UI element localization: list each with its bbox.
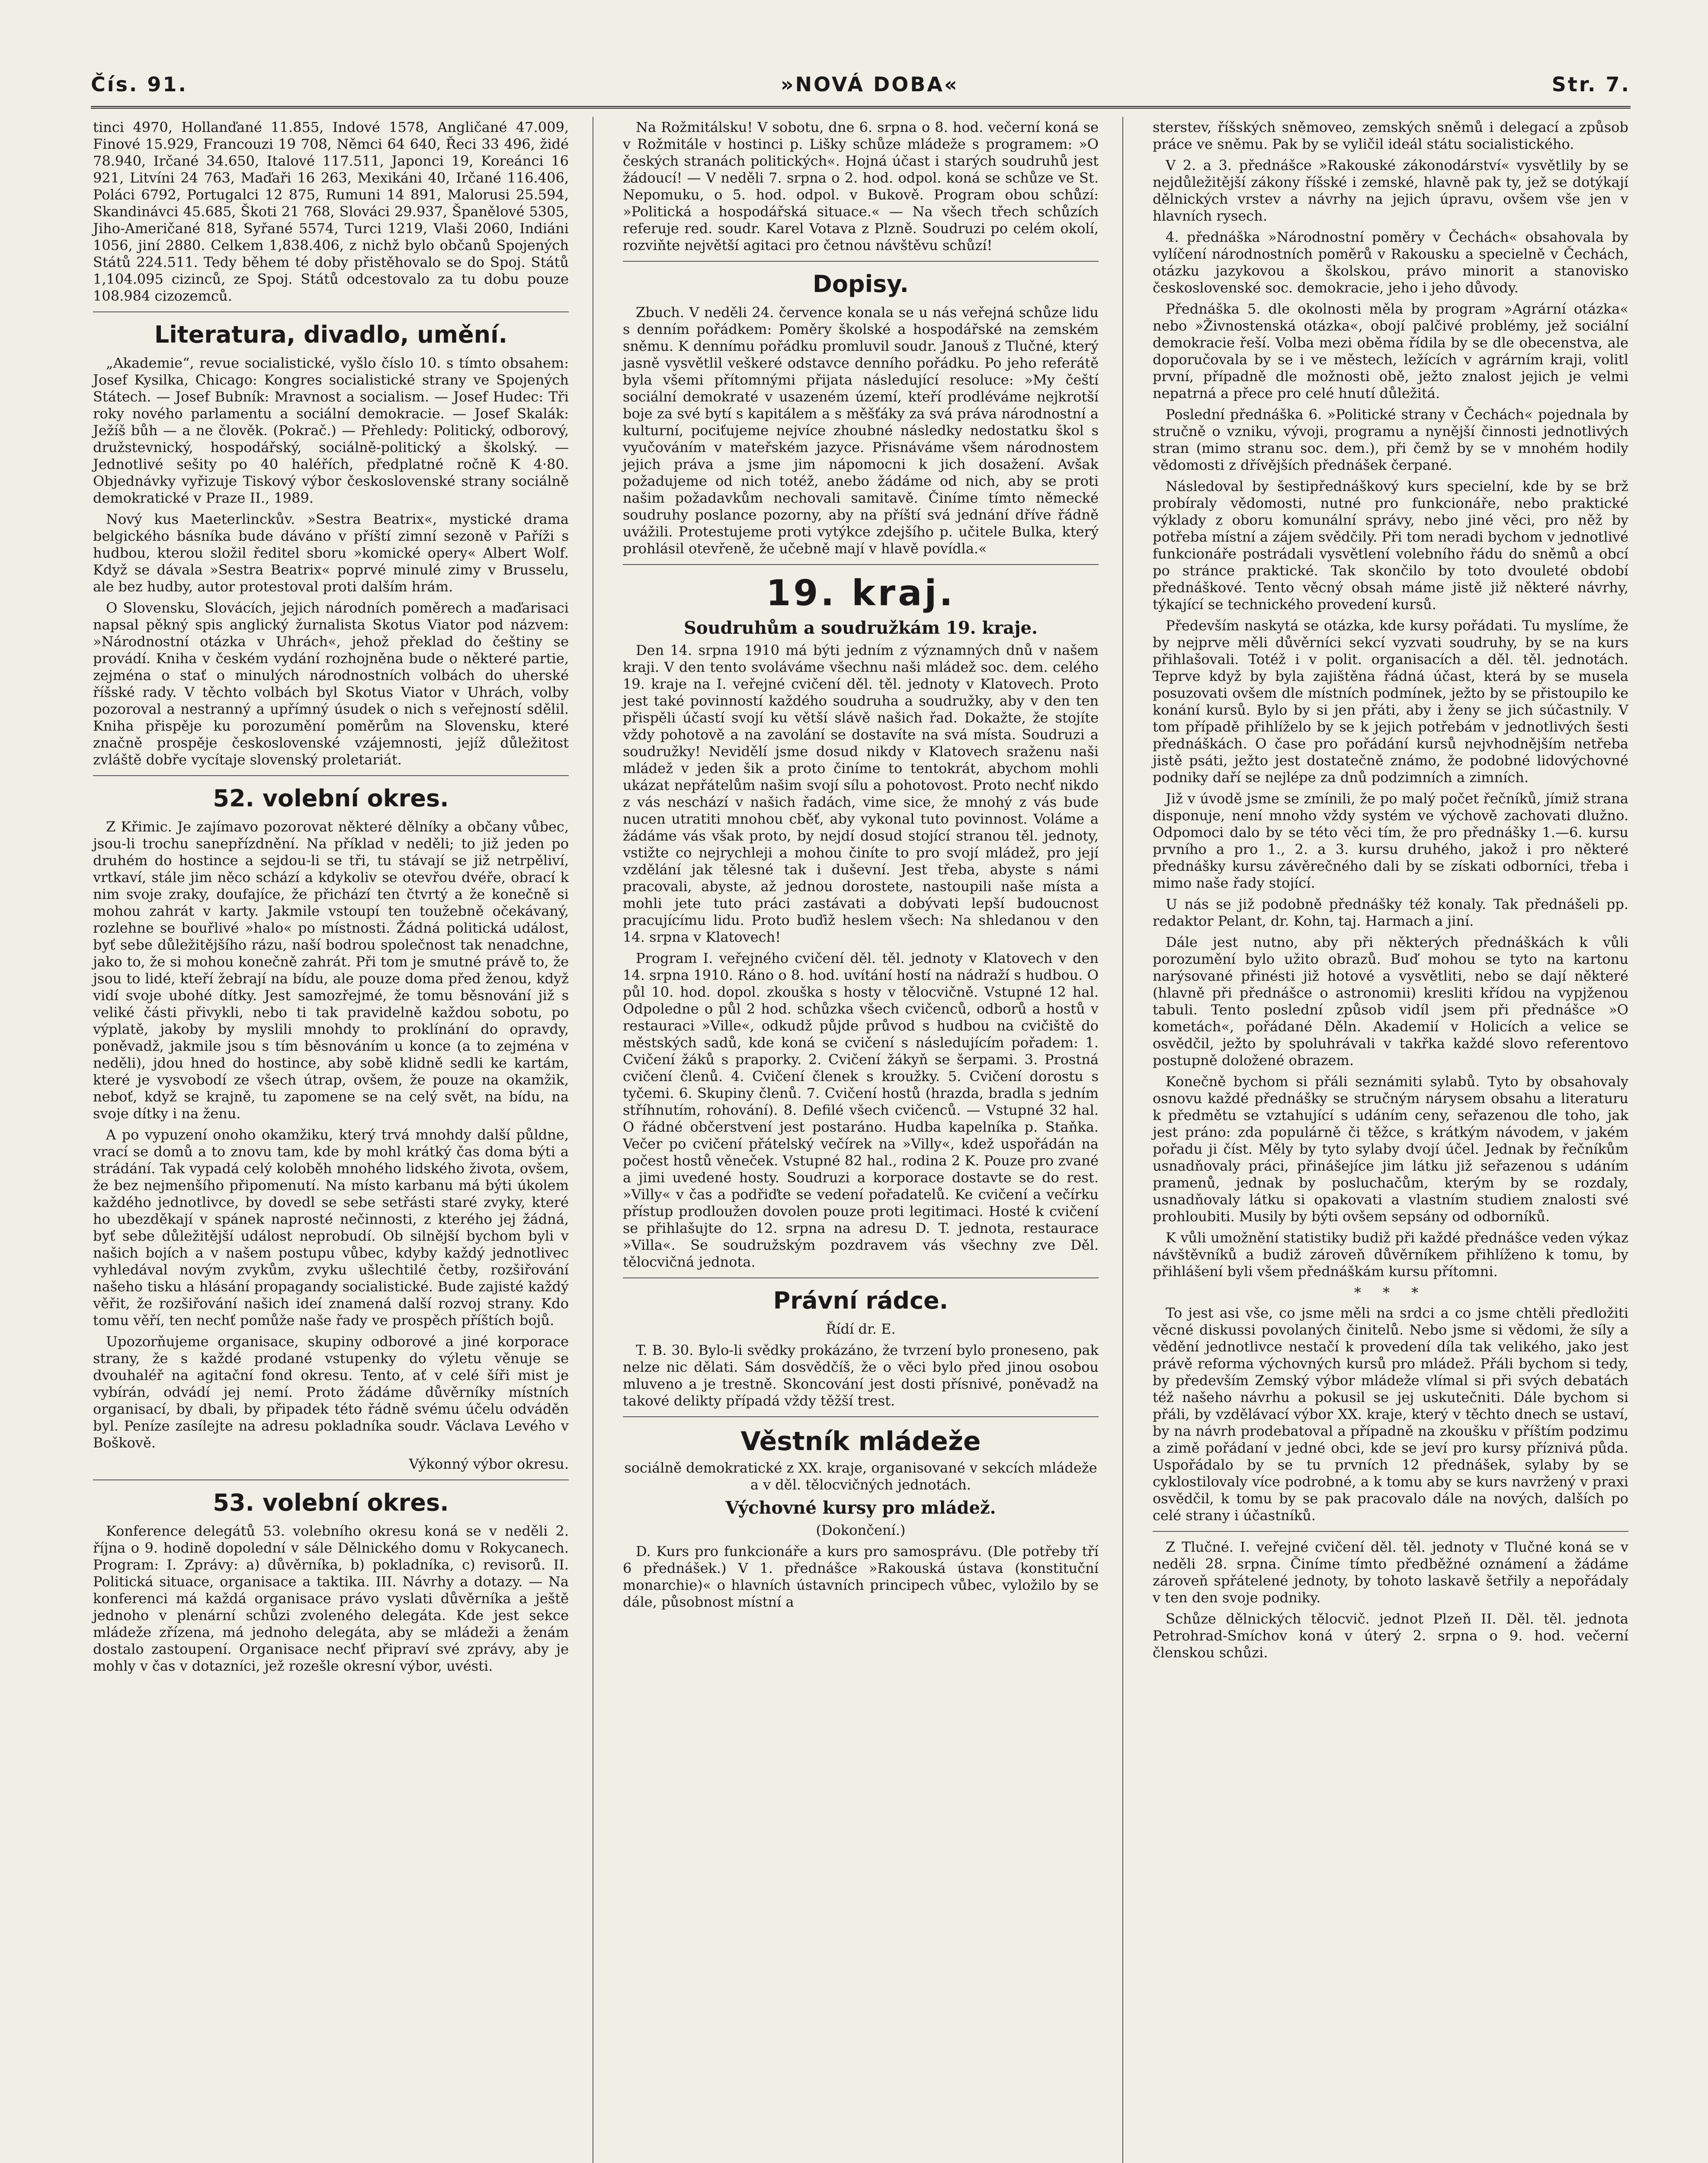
header-rule (91, 106, 1631, 109)
newspaper-title: »NOVÁ DOBA« (780, 73, 959, 96)
article-paragraph: „Akademie“, revue socialistické, vyšlo číslo 10. s tímto obsahem: Josef Kysilka, Chicago: Kongres socialistické strany ve Spojených Státech. — Josef Bubník: Mravnost a socialism. — Josef Hudec: Tři roky nového parlamentu a sociální demokracie. — Josef Skalák: Ježíš bůh — a ne člověk. (Pokrač.) — Přehledy: Politický, odborový, družstevnický, hospodářský, sociálně-politický a školský. — Jednotlivé sešity po 40 haléřích, předplatné ročně K 4·80. Objednávky vyřizuje Tiskový výbor československé strany sociálně demokratické v Praze II., 1989. (93, 355, 569, 506)
article-paragraph: T. B. 30. Bylo-li svědky prokázáno, že tvrzení bylo proneseno, pak nelze nic dělati. Sám dosvědčíš, že o věci bylo před jinou osobou mluveno a je trestně. Skoncování jest dosti přísnivé, poněvadž na takové delikty případá vždy těžší trest. (623, 1342, 1099, 1409)
article-paragraph: Dále jest nutno, aby při některých přednáškách k vůli porozumění bylo užito obrazů. Buď mohou se tyto na kartonu narýsované přinésti již hotové a vysvětliti, nebo se dají některé (hlavně při přednášce o astronomii) kresliti křídou na vypjženou tabuli. Tento poslední způsob vidíl jsem při přednášce »O kometách«, pořádané Děln. Akademií v Holicích a velice se osvědčil, ježto by spoluhrávali v takřka každé slovo referentovo postupně doložené obrazem. (1153, 934, 1628, 1069)
column-2 (623, 119, 1099, 1615)
article-paragraph: To jest asi vše, co jsme měli na srdci a co jsme chtěli předložiti věcné diskussi povolaných činitelů. Nebo jsme si vědomi, že síly a vědění jednotlivce nestačí k provedení díla tak velikého, jako jest právě reforma výchovných kursů pro mládež. Přáli bychom si tedy, by především Zemský výbor mládeže vlímal si při svých debatách též našeho návrhu a pokusil se jej uskutečniti. Dále bychom si přáli, by vzdělávací výbor XX. kraje, který v těchto dnech se ustaví, by na návrh prodebatoval a případně na zkoušku v příštím podzimu a zimě pořádaní v jedné obci, kde se jeví pro kursy příznivá půda. Uspořádalo by se tu prvních 12 přednášek, sylaby by se cyklostilovaly více podrobné, a k tomu aby se kurs navržený v praxi osvědčil, k tomu by se pak pracovalo dále na nových, dalších po celé strany i účastníků. (1153, 1305, 1628, 1524)
article-paragraph: sterstev, říšských sněmoveo, zemských sněmů i delegací a způsob práce ve sněmu. Pak by se vyličil ideál státu socialistického. (1153, 119, 1628, 152)
section-heading-kraj: 19. kraj. (766, 573, 955, 614)
article-paragraph: Na Rožmitálsku! V sobotu, dne 6. srpna o 8. hod. večerní koná se v Rožmitále v hostinci p. Lišky schůze mládeže s programem: »O českých stranách politických«. Hojná účast i starých soudruhů jest žádoucí! — V neděli 7. srpna o 2. hod. odpol. koná se schůze ve St. Nepomuku, o 5. hod. odpol. v Bukově. Program obou schůzí: »Politická a hospodářská situace.« — Na všech třech schůzích referuje red. soudr. Karel Votava z Plzně. Soudruzi po celém okolí, rozviňte největší agitaci pro četnou návštěvu schůzí! (623, 119, 1099, 254)
separator (623, 564, 1099, 565)
article-paragraph: V 2. a 3. přednášce »Rakouské zákonodárství« vysvětlily by se nejdůležitější zákony říšské i zemské, hlavně pak ty, jež se dotýkají dělnických vrstev a návrhy na jejich úpravu, ovšem vše jen v hlavních rysech. (1153, 157, 1628, 224)
continuation-note: (Dokončení.) (816, 1522, 906, 1538)
section-heading-dopisy: Dopisy. (813, 270, 909, 298)
article-paragraph: O Slovensku, Slovácích, jejich národních poměrech a maďarisaci napsal pěkný spis anglický žurnalista Skotus Viator pod názvem: »Národnostní otázka v Uhrách«, jehož překlad do češtiny se provádí. Kniha v českém vydání rozhojněna bude o některé partie, zejména o stať o minulých národnostních volbách do uherské říšské rady. V těchto volbách byl Skotus Viator v Uhrách, volby pozoroval a nestranný a upřímný úsudek o nich s veřejností sdělil. Kniha přispěje ku porozumění poměrům na Slovensku, které značně prospěje československé vzájemnosti, jejíž důležitost zvláště dobře vycítaje slovenský proletariát. (93, 600, 569, 768)
section-heading-vestnik: Věstník mládeže (740, 1426, 981, 1457)
separator (623, 1416, 1099, 1417)
article-paragraph: Z Křimic. Je zajímavo pozorovat některé dělníky a občany vůbec, jsou-li trochu sanepřízdnění. Na příklad v neděli; to již jeden po druhém do hostince a sejdou-li se tři, tu stávají se již netrpěliví, vrtkaví, stále jim něco schází a kdykoliv se otevřou dvéře, obrací k nim svoje zraky, doufajíce, že přichází ten čtvrtý a že konečně si mohou zahrát v karty. Jakmile vstoupí ten toužebně očekávaný, rozlehne se bouřlivé »halo« po místnosti. Žádná politická událost, byť sebe důležitějšího rázu, naší bodrou společnost tak nenadchne, jako to, že si mohou konečně zahrát. Při tom je smutné právě to, že jsou to lidé, kteří žebrají na bídu, ale pouze doma před ženou, když vidí svoje ubohé dítky. Jest samozřejmé, že tomu běsnování již s veliké části přivykli, nebo ti tak pravidelně každou sobotu, po výplatě, jakoby by myslili mnohdy to proklínání do opravdy, poněvadž, jakmile jsou s tím běsnováním u konce (a to zejména v neděli), jdou hned do hostince, aby sobě klidně sedli ke kartám, které je vysvobodí ze všech útrap, ovšem, že pouze na okamžik, neboť, když se krajně, tu zapomene se na celý svět, na bídu, na svoje dítky i na ženu. (93, 818, 569, 1122)
article-paragraph: Schůze dělnických tělocvič. jednot Plzeň II. Děl. těl. jednota Petrohrad-Smíchov koná v úterý 2. srpna o 9. hod. večerní členskou schůzi. (1153, 1611, 1628, 1661)
page-header (91, 65, 1631, 104)
column-3 (1153, 119, 1628, 1666)
subheading: Výchovné kursy pro mládež. (725, 1498, 996, 1518)
article-paragraph: Konference delegátů 53. volebního okresu koná se v neděli 2. října o 9. hodině dopolední v sále Dělnického domu v Rokycanech. Program: I. Zprávy: a) důvěrníka, b) pokladníka, c) revisorů. II. Politická situace, organisace a taktika. III. Návrhy a dotazy. — Na konferenci má každá organisace právo vyslati důvěrníka a ještě jednoho v plenární schůzi zvoleného delegáta. Kde jest sekce mládeže zřízena, má jednoho delegáta, aby se mládeži a ženám dostalo zastoupení. Organisace nechť připraví své zprávy, aby je mohly v čas v dotazníci, jež rozešle okresní výbor, uvésti. (93, 1523, 569, 1674)
article-paragraph: Program I. veřejného cvičení děl. těl. jednoty v Klatovech v den 14. srpna 1910. Ráno o 8. hod. uvítání hostí na nádraží s hudbou. O půl 10. hod. dopol. zkouška s hosty v tělocvičně. Vstupné 12 hal. Odpoledne o půl 2 hod. schůzka všech cvičenců, odborů a hostů v restauraci »Ville«, odkudž půjde průvod s hudbou na cvičiště do městských sadů, kde koná se cvičení s následujícím pořadem: 1. Cvičení žáků s praporky. 2. Cvičení žákyň se šerpami. 3. Prostná cvičení členů. 4. Cvičení členek s kroužky. 5. Cvičení dorostu s tyčemi. 6. Skupiny členů. 7. Cvičení hostů (hrazda, bradla s jedním stříhnutím, rohování). 8. Defilé všech cvičenců. — Vstupné 32 hal. O řádné občerstvení jest postaráno. Hudba kapelníka p. Staňka. Večer po cvičení přátelský večírek na »Villy«, kdež uspořádán na počest hostů věneček. Vstupné 82 hal., rodina 2 K. Pouze pro zvané a jimi uvedené hosty. Soudruzi a korporace dostavte se do rest. »Villy« v čas a podřiďte se vedení pořadatelů. Ke cvičení a večírku přístup prodloužen dovolen pouze proti legitimaci. Hosté k cvičení se přihlašujte do 12. srpna na adresu D. T. jednota, restaurace »Villa«. Se soudružským pozdravem vás všechny zve Děl. tělocvičná jednota. (623, 950, 1099, 1270)
article-paragraph: Zbuch. V neděli 24. července konala se u nás veřejná schůze lidu s denním pořádkem: Poměry školské a hospodářské na zemském sněmu. K dennímu pořádku promluvil soudr. Janouš z Tlučné, který jasně vysvětlil veškeré odstavce denního pořádku. Po jeho referátě byla všemi přítomnými přijata následující resoluce: »My čeští sociální demokraté v usazeném území, kteří prodléváme nejkrotší boje za své bytí s kapitálem a s měšťáky za svá práva národnostní a kulturní, pociťujeme nejvíce zhoubné následky nedostatku škol s vyučováním v mateřském jazyce. Přisnáváme všem národnostem jejich práva a jsme jim nápomocni k jich dosažení. Avšak požadujeme od nich totéž, anebo žádáme od nich, aby se proti našim požadavkům nechovali samitavě. Činíme tímto německé soudruhy poslance pozorny, aby na příští svá jednání dříve řádně uvážili. Protestujeme proti vytýkce zdejšího p. učitele Bulka, který prohlásil otevřeně, že učebně mají v hlavě povídla.« (623, 304, 1099, 557)
article-paragraph: Nový kus Maeterlinckův. »Sestra Beatrix«, mystické drama belgického básníka bude dáváno v příští zimní sezoně v Paříži s hudbou, kterou složil ředitel sboru »komické opery« Albert Wolf. Když se dávala »Sestra Beatrix« poprvé minulé zimy v Brusselu, ale bez hudby, autor protestoval proti dalším hrám. (93, 511, 569, 595)
separator (1153, 1531, 1628, 1532)
vestnik-subtitle: sociálně demokratické z XX. kraje, organisované v sekcích mládeže a v děl. tělocvičných jednotách. (624, 1460, 1097, 1493)
signature-line (93, 1456, 569, 1473)
article-paragraph: U nás se již podobně přednášky též konaly. Tak přednášeli pp. redaktor Pelant, dr. Kohn, taj. Harmach a jiní. (1153, 896, 1628, 929)
column-divider (1122, 117, 1123, 2163)
issue-number: Čís. 91. (91, 73, 188, 96)
subheading: Soudruhům a soudružkám 19. kraje. (683, 618, 1038, 638)
article-paragraph: Poslední přednáška 6. »Politické strany v Čechách« pojednala by stručně o vzniku, vývoji, programu a nynější činnosti jednotlivých stran (mimo stranu soc. dem.), při čemž by se v mnohém hodily vědomosti z dřívějších přednášek čerpané. (1153, 406, 1628, 473)
article-paragraph: Upozorňujeme organisace, skupiny odborové a jiné korporace strany, že s každé prodané vstupenky do výletu věnuje se dvouhaléř na agitační fond okresu. Tento, ať v celé šíři mist je vybírán, odvádí jej nemí. Proto žádáme důvěrníky místních organisací, by dbali, by připadek této řádně svému účelu odváděn byl. Peníze zasílejte na adresu pokladníka soudr. Václava Levého v Boškově. (93, 1333, 569, 1451)
article-paragraph: Především naskytá se otázka, kde kursy pořádati. Tu myslíme, že by nejprve měli důvěrníci sekcí vyzvati soudruhy, by se na kurs přihlašovali. Totéž i v polit. organisacích a děl. těl. jednotách. Teprve když by byla zajištěna řádná účast, která by se musela posuzovati ovšem dle místních podmínek, ježto by se přistoupilo ke konání kursů. Bylo by si jen přáti, aby i ženy se jich súčastnily. V tom případě přihlíželo by se k jejich potřebám v jednotlivých šesti přednáškách. O čase pro pořádání kursů nejvhodnějším netřeba jistě psáti, ježto jest dostatečně známo, že podobné lidovýchovné podniky daří se nejlépe za dnů podzimních a zimních. (1153, 617, 1628, 786)
article-paragraph: A po vypuzení onoho okamžiku, který trvá mnohdy další půldne, vrací se domů a to znovu tam, kde by mohl krátký čas doma býti a strádání. Tak vypadá celý koloběh mnohého lidského života, ovšem, že bez nejmenšího připomenutí. Na místo karbanu má býti úkolem každého jednotlivce, by dovedl se sebe setřásti staré zvyky, které ho ubezděkají v spánek naprosté nečinnosti, z kterého jej žádná, byť sebe důležitější událost neprobudí. Ob silnější bychom byli v našich bojích a v našem postupu vůbec, kdyby každý jednotlivec vyhledával novým zvykům, zvyku ušlechtilé četby, rozšiřování našeho tisku a hlásání propagandy socialistické. Bude zajisté každý věřit, že rozšiřování našich ideí znamená další rozvoj strany. Kdo tomu věří, ten nechť pomůže naše řady ve prospěch příštích bojů. (93, 1126, 569, 1329)
separator (93, 775, 569, 776)
section-heading-52: 52. volební okres. (213, 785, 449, 812)
article-paragraph: Přednáška 5. dle okolnosti měla by program »Agrární otázka« nebo »Živnostenská otázka«, obojí palčivé problémy, jež sociální demokracie řeší. Volba mezi oběma řídila by se dle obecenstva, ale doporučovala by se i ve městech, ležících v agrárním kraji, volitl první, případně dle možnosti obě, ježto znalost jejich je velmi nepatrná a přece pro celé hnutí důležitá. (1153, 301, 1628, 401)
separator (93, 311, 569, 312)
article-paragraph: Den 14. srpna 1910 má býti jedním z významných dnů v našem kraji. V den tento svoláváme všechnu naši mládež soc. dem. celého 19. kraje na I. veřejné cvičení děl. těl. jednoty v Klatovech. Proto jest také povinností každého soudruha a soudružky, aby v den ten přispěli účastí svojí ku větší slávě našich řad. Dokažte, že stojíte vždy pohotově a na zavolání se dostavíte na svá místa. Soudruzi a soudružky! Nevidělí jsme dosud nikdy v Klatovech sraženu naši mládež v jeden šik a proto činíme to tentokrát, abychom mohli ukázat nepřátelům našim svojí sílu a pohotovost. Proto nechť nikdo z vás neschází v našich řadách, vime sice, že mnohý z vás bude nucen utratiti mnohou cběť, aby vykonal tuto povinnost. Voláme a žádáme vás však proto, by nejdí dosud stojící stranou těl. jednoty, vstižte co nejrychleji a mohou činíte to pro svojí mládež, pro její vzdělání jak tělesné tak i duševní. Jest třeba, abyste s námi pracovali, abyste, až jednou dorostete, nastoupili naše místa a mohli jete tuto práci zastávati a dobývati lepší budoucnost pracujícímu lidu. Proto buďiž heslem všech: Na shledanou v den 14. srpna v Klatovech! (623, 642, 1099, 945)
article-paragraph: Již v úvodě jsme se zmínili, že po malý počet řečníků, jímiž strana disponuje, není mnoho vždy systém ve výchově zachovati dlužno. Odpomoci dalo by se této věci tím, že pro přednášky 1.—6. kursu prvního a pro 1., 2. a 3. kursu druhého, jakož i pro některé přednášky kursu závěrečného dali by se získati odborníci, třeba i mimo naše řady stojící. (1153, 790, 1628, 891)
article-paragraph: K vůli umožnění statistiky budiž při každé přednášce veden výkaz návštěvníků a budiž zároveň důvěrníkem přihlíženo k tomu, by přihlášení byli všem přednáškám kursu přítomni. (1153, 1229, 1628, 1280)
article-paragraph: Následoval by šestipřednáškový kurs specielní, kde by se brž probíraly vědomosti, nutné pro funkcionáře, nebo praktické výklady z oboru komunální správy, nebo jiné věci, pro něž by potřeba místní a zájem svědčily. Při tom neradi bychom v jednotlivé funkcionáře postrádali vysvětlení volebního řádu do sněmů a obcí po stránce praktické. Tak skončilo by toto dvouleté období přednáškové. Tento věcný obsah máme jistě již některé návrhy, týkající se technického provedení kursů. (1153, 478, 1628, 613)
separator (623, 1277, 1099, 1278)
separator (623, 261, 1099, 262)
column-1 (93, 119, 569, 1679)
section-heading-pravni: Právní rádce. (773, 1287, 949, 1314)
signature: Výkonný výbor okresu. (409, 1456, 569, 1472)
section-heading-53: 53. volební okres. (213, 1489, 449, 1516)
page-number: Str. 7. (1551, 73, 1631, 96)
section-stars: * * * (1354, 1284, 1427, 1301)
editor-note: Řídí dr. E. (826, 1321, 896, 1337)
section-heading-literature: Literatura, divadlo, umění. (154, 321, 508, 348)
article-paragraph: 4. přednáška »Národnostní poměry v Čechách« obsahovala by vylíčení národnostních poměrů v Rakousku a specielně v Čechách, otázku jazykovou a školskou, právo minorit a stanovisko československé soc. demokracie, jeho i jeho důvody. (1153, 229, 1628, 296)
census-paragraph: tinci 4970, Hollanďané 11.855, Indové 1578, Angličané 47.009, Finové 15.929, Francouzi 19 708, Němci 64 640, Řeci 33 496, židé 78.940, Irčané 34.650, Italové 117.511, Japonci 19, Koreánci 16 921, Litvíni 24 763, Maďaři 16 263, Mexikáni 40, Irčané 116.406, Poláci 6792, Portugalci 12 875, Rumuni 14 891, Malorusi 25.594, Skandinávci 45.685, Škoti 21 768, Slováci 29.937, Španělové 5305, Jiho-Američané 818, Syřané 5574, Turci 1219, Vlaši 2060, Indiáni 1056, jiní 2880. Celkem 1,838.406, z nichž bylo občanů Spojených Států 224.511. Tedy během té doby přistěhovalo se do Spoj. Států 1,104.095 cizinců, ze Spoj. Států odcestovalo za tu dobu pouze 108.984 cizozemců. (93, 119, 569, 304)
article-paragraph: Z Tlučné. I. veřejné cvičení děl. těl. jednoty v Tlučné koná se v neděli 28. srpna. Činíme tímto předběžné oznámení a žádáme zároveň spřátelené jednoty, by tohoto laskavě šetřily a nepořádaly v ten den svoje podniky. (1153, 1539, 1628, 1606)
separator (93, 1479, 569, 1480)
article-paragraph: D. Kurs pro funkcionáře a kurs pro samosprávu. (Dle potřeby tří 6 přednášek.) V 1. přednášce »Rakouská ústava (konstituční monarchie)« o hlavních ústavních principech vůbec, vyložilo by se dále, působnost místní a (623, 1543, 1099, 1610)
article-paragraph: Konečně bychom si přáli seznámiti sylabů. Tyto by obsahovaly osnovu každé přednášky se stručným nárysem obsahu a literaturu k předmětu se vztahující s udáním ceny, seřazenou dle toho, jak jest práno: zda populárně či těžce, s krátkým návodem, v jakém pořadu ji číst. Měly by tyto sylaby dvojí účel. Jednak by řečníkům usnadňovaly práci, přinášejíce jim látku již seřazenou s udáním pramenů, jednak by posluchačům, kterým by se rozdaly, usnadňovaly látku si opakovati a vlastním studiem znalosti své prohloubiti. Musily by býti ovšem sepsány od odborníků. (1153, 1073, 1628, 1225)
